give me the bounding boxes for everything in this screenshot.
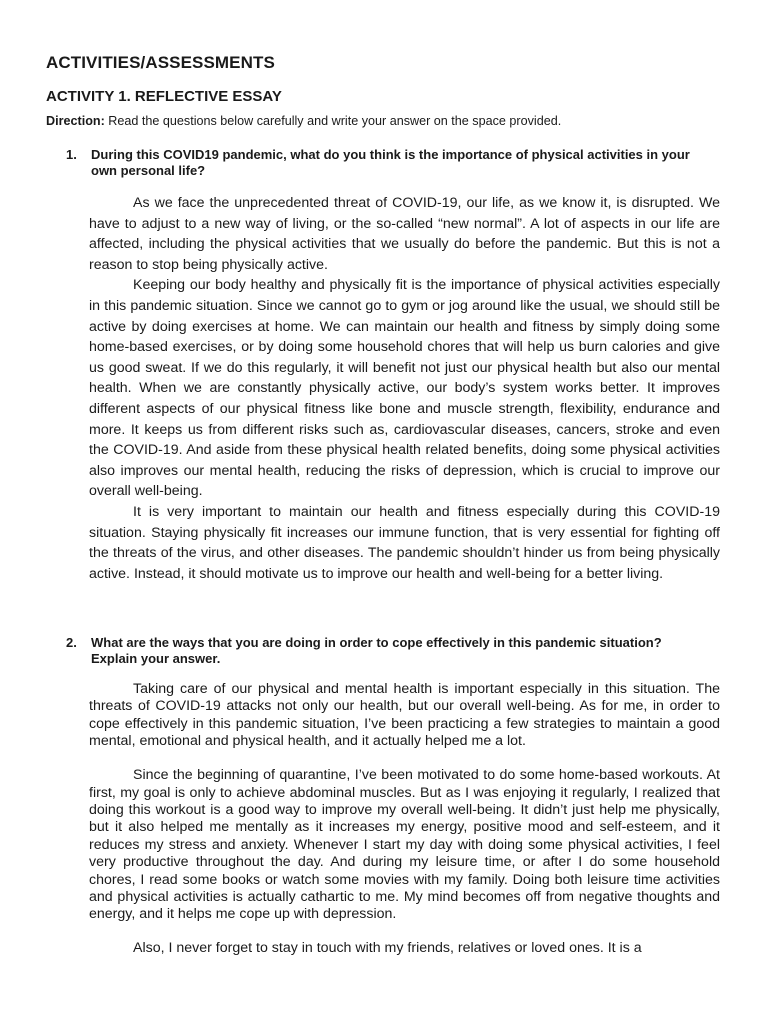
answer-paragraph: Taking care of our physical and mental health is important especially in this situation. The threats of COVID-19 attacks not only our health, but our overall well-being. As for me, in order to cope effectively in this pandemic situation, I’ve been practicing a few strategies to maintain a good mental, emotional and physical health, and it actually helped me a lot. [89, 681, 720, 750]
question-text: What are the ways that you are doing in order to cope effectively in this pandemic situation? Explain your answer. [91, 635, 662, 666]
question-1 [66, 147, 706, 179]
activity-title: ACTIVITY 1. REFLECTIVE ESSAY [46, 88, 282, 105]
answer-paragraph: Keeping our body healthy and physically fit is the importance of physical activities especially in this pandemic situation. Since we cannot go to gym or jog around like the usual, we should still be active by doing exercises at home. We can maintain our health and fitness by simply doing some home-based exercises, or by doing some household chores that will help us burn calories and give us good sweat. If we do this regularly, it will benefit not just our physical health but also our mental health. When we are constantly physically active, our body’s system works better. It improves different aspects of our physical fitness like bone and muscle strength, flexibility, endurance and more. It keeps us from different risks such as, cardiovascular diseases, cancers, stroke and even the COVID-19. And aside from these physical health related benefits, doing some physical activities also improves our mental health, reducing the risks of depression, which is crucial to improve our overall well-being. [89, 277, 720, 500]
answer-1 [89, 193, 720, 584]
answer-paragraph: Since the beginning of quarantine, I’ve been motivated to do some home-based workouts. At first, my goal is only to achieve abdominal muscles. But as I was enjoying it regularly, I realized that doing this workout is a good way to improve my overall well-being. It didn’t just help me physically, but it also helped me mentally as it increases my energy, positive mood and self-esteem, and it reduces my stress and anxiety. Whenever I start my day with doing some physical activities, I feel very productive throughout the day. And during my leisure time, or after I do some household chores, I read some books or watch some movies with my family. Doing both leisure time activities and physical activities is actually cathartic to me. My mind becomes off from negative thoughts and energy, and it helps me cope up with depression. [89, 767, 720, 923]
question-number: 1. [66, 147, 77, 162]
question-2 [66, 635, 706, 667]
question-number: 2. [66, 635, 77, 650]
answer-paragraph: Also, I never forget to stay in touch with my friends, relatives or loved ones. It is a [133, 940, 642, 957]
direction-label: Direction: [46, 114, 105, 128]
page-title: ACTIVITIES/ASSESSMENTS [46, 53, 275, 72]
direction-text: Read the questions below carefully and write your answer on the space provided. [104, 114, 562, 128]
question-text: During this COVID19 pandemic, what do you think is the importance of physical activities in your own personal life? [91, 147, 690, 178]
answer-paragraph: It is very important to maintain our health and fitness especially during this COVID-19 situation. Staying physically fit increases our immune function, that is very essential for fighting off the threats of the virus, and other diseases. The pandemic shouldn’t hinder us from being physically active. Instead, it should motivate us to improve our health and well-being for a better living. [89, 503, 720, 582]
answer-2 [89, 681, 720, 958]
answer-paragraph: As we face the unprecedented threat of COVID-19, our life, as we know it, is disrupted. We have to adjust to a new way of living, or the so-called “new normal”. A lot of aspects in our life are affected, including the physical activities that we usually do before the pandemic. But this is not a reason to stop being physically active. [89, 195, 720, 273]
direction-line [46, 113, 561, 129]
